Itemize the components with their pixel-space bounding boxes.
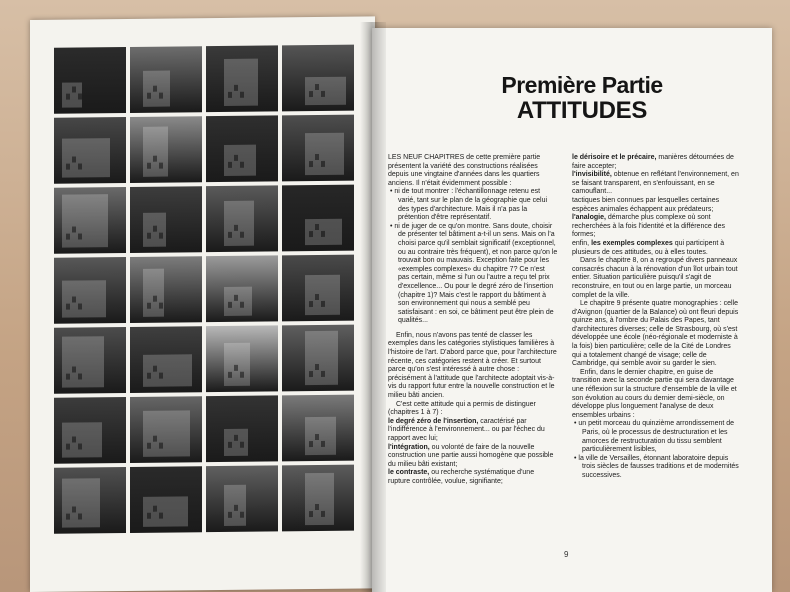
term: les exemples complexes [591, 239, 673, 247]
window-shape [159, 303, 163, 309]
window-shape [228, 512, 232, 518]
window-shape [78, 303, 82, 309]
window-shape [315, 294, 319, 300]
definition: démarche plus complexe où sont recherchées à la fois l'identité et la différence des formes; [572, 214, 725, 239]
page-number: 9 [564, 550, 569, 559]
building-photo [54, 187, 126, 254]
definition: manières détournées de faire accepter; [572, 154, 734, 170]
bullet-item: • un petit morceau du quinzième arrondissement de Paris, où le processus de destructuration et les amorces de restructuration du tissu semblent particulièrement lisibles, [574, 420, 735, 454]
definition: ou volonté de faire de la nouvelle construction une partie aussi homogène que possible du milieu bâti existant; [388, 443, 554, 468]
window-shape [78, 233, 82, 239]
window-shape [321, 511, 325, 517]
window-shape [147, 443, 151, 449]
building-photo [54, 47, 126, 114]
window-shape [66, 514, 70, 520]
paragraph: Enfin, nous n'avons pas tenté de classer les exemples dans les catégories stylistiques familières à l'histoire de l'art. D'abord parce que, pour l'architecture récente, ces catégories restent à créer. Et surtout parce qu'on s'est intéressé à autre chose : précisément à l'attitude que l'architecte adoptait vis-à-vis du rapport futur entre la nouvelle construction et le milieu bâti ancien. [388, 331, 557, 400]
building-shape [143, 127, 168, 177]
building-shape [62, 478, 100, 527]
window-shape [228, 372, 232, 378]
window-shape [78, 513, 82, 519]
window-shape [159, 513, 163, 519]
window-shape [321, 441, 325, 447]
building-photo [282, 395, 354, 462]
window-shape [159, 373, 163, 379]
window-shape [240, 442, 244, 448]
window-shape [147, 233, 151, 239]
window-shape [159, 443, 163, 449]
window-shape [321, 371, 325, 377]
list-item [572, 154, 742, 171]
window-shape [240, 162, 244, 168]
window-shape [72, 437, 76, 443]
definition: qui participent à plusieurs de ces attitudes, ou à elles toutes. [572, 239, 725, 256]
definition: obtenue en reflétant l'environnement, en se faisant transparent, en s'enfouissant, en se camouflant... [572, 171, 739, 196]
window-shape [153, 506, 157, 512]
term: le degré zéro de l'insertion, [388, 417, 479, 425]
window-shape [153, 436, 157, 442]
list-item [572, 240, 742, 257]
window-shape [240, 92, 244, 98]
bullet-item: • la ville de Versailles, étonnant laboratoire depuis trois siècles de fausses traditions et de modernités successives. [574, 454, 739, 479]
window-shape [240, 512, 244, 518]
window-shape [228, 162, 232, 168]
window-shape [72, 367, 76, 373]
window-shape [309, 91, 313, 97]
window-shape [147, 163, 151, 169]
term: l'intégration, [388, 443, 430, 451]
window-shape [321, 91, 325, 97]
window-shape [66, 304, 70, 310]
term: le dérisoire et le précaire, [572, 154, 657, 161]
list-item [388, 418, 558, 444]
building-photo [206, 45, 278, 112]
building-photo [130, 396, 202, 463]
window-shape [147, 373, 151, 379]
window-shape [66, 94, 70, 100]
window-shape [234, 295, 238, 301]
building-photo [282, 255, 354, 322]
window-shape [72, 227, 76, 233]
window-shape [78, 443, 82, 449]
window-shape [72, 507, 76, 513]
window-shape [240, 372, 244, 378]
window-shape [315, 154, 319, 160]
building-photo [130, 466, 202, 533]
window-shape [153, 156, 157, 162]
window-shape [234, 155, 238, 161]
window-shape [309, 231, 313, 237]
window-shape [309, 301, 313, 307]
building-shape [62, 280, 106, 317]
window-shape [309, 511, 313, 517]
building-photo [130, 46, 202, 113]
left-page [30, 16, 375, 592]
building-shape [143, 354, 192, 387]
term: le contraste, [388, 469, 430, 477]
building-photo [282, 185, 354, 252]
paragraph: C'est cette attitude qui a permis de distinguer (chapitres 1 à 7) : [388, 400, 536, 417]
window-shape [228, 302, 232, 308]
paragraph: Enfin, dans le dernier chapitre, en guise de transition avec la seconde partie qui sera davantage une réflexion sur la structure d'ensemble de la ville et son évolution au cours du dernier demi-siècle, on développe plus longuement l'analyse de deux ensembles urbains : [572, 368, 737, 419]
window-shape [159, 93, 163, 99]
prefix: enfin, [572, 239, 592, 247]
paragraph: LES NEUF CHAPITRES de cette première partie présentent la variété des constructions réalisées depuis une vingtaine d'années dans les quartiers anciens. Il n'était évidemment possible : [388, 154, 541, 187]
building-photo [54, 397, 126, 464]
window-shape [78, 163, 82, 169]
window-shape [159, 163, 163, 169]
right-page [372, 28, 772, 592]
list-item [572, 214, 742, 240]
building-shape [143, 410, 190, 456]
list-item [388, 444, 558, 470]
building-shape [224, 201, 254, 246]
building-shape [143, 496, 188, 526]
list-item [388, 469, 558, 486]
window-shape [309, 441, 313, 447]
window-shape [321, 161, 325, 167]
photo-grid [54, 45, 354, 534]
building-photo [206, 255, 278, 322]
building-shape [62, 336, 104, 387]
window-shape [234, 225, 238, 231]
building-shape [305, 275, 340, 315]
paragraph: Le chapitre 9 présente quatre monographies : celle d'Avignon (quartier de la Balance) où ont fleuri depuis quinze ans, à l'ombre du Palais des Papes, tant d'architectures diverses; celle de Strasbourg, où s'est développée une école (néo-régionale et moderniste à la fois) bien particulière; celle de la Cité de Londres qui a totalement changé de visage; celle de Cambridge, qui semble avoir su garder le sien. [572, 300, 739, 368]
window-shape [315, 84, 319, 90]
building-shape [62, 138, 110, 178]
bullet-item: • ni de tout montrer : l'échantillonnage retenu est varié, tant sur le plan de la géographie que celui des types d'architecture. Mais il n'a pas la prétention d'être représentatif. [390, 188, 548, 222]
building-shape [305, 133, 344, 175]
building-photo [54, 467, 126, 534]
building-shape [224, 145, 256, 176]
building-photo [130, 186, 202, 253]
window-shape [66, 444, 70, 450]
building-shape [62, 422, 102, 457]
window-shape [72, 87, 76, 93]
window-shape [234, 365, 238, 371]
building-photo [282, 465, 354, 532]
window-shape [66, 234, 70, 240]
window-shape [234, 435, 238, 441]
text-column-left [388, 154, 558, 487]
window-shape [315, 434, 319, 440]
window-shape [315, 224, 319, 230]
window-shape [153, 226, 157, 232]
building-shape [62, 194, 108, 247]
window-shape [228, 232, 232, 238]
window-shape [321, 231, 325, 237]
building-photo [282, 115, 354, 182]
term: l'analogie, [572, 214, 606, 222]
building-photo [282, 45, 354, 112]
window-shape [153, 366, 157, 372]
paragraph: Dans le chapitre 8, on a regroupé divers panneaux consacrés chacun à la rénovation d'un îlot urbain tout entier. Situation particulière puisqu'il s'agit de reconstruire, en tout ou en large partie, un morceau complet de la ville. [572, 257, 738, 299]
window-shape [66, 164, 70, 170]
window-shape [72, 157, 76, 163]
window-shape [72, 297, 76, 303]
building-photo [130, 116, 202, 183]
window-shape [240, 302, 244, 308]
text-column-right [572, 154, 742, 481]
window-shape [234, 85, 238, 91]
window-shape [240, 232, 244, 238]
building-shape [143, 269, 164, 317]
definition: caractérisé par l'indifférence à l'environnement... ou par l'échec du rapport avec lui; [388, 417, 545, 442]
building-photo [282, 325, 354, 392]
bullet-item: • ni de juger de ce qu'on montre. Sans doute, choisir de présenter tel bâtiment a-t-il un sens. Mais on l'a choisi parce qu'il semblait significatif (exceptionnel, ou au contraire très fréquent), et non parce qu'on le trouvait bon ou mauvais. Exception faite pour les «exemples complexes» du chapitre 7? Ce n'est pas certain, même si l'un ou l'autre a reçu tel prix d'excellence... Ou pour le degré zéro de l'insertion (chapitre 1)? Mais c'est le rapport du bâtiment à son environnement qui nous a semblé peu satisfaisant : en soi, ce bâtiment peut être plein de qualités... [390, 222, 558, 325]
building-photo [130, 256, 202, 323]
definition: ou recherche systématique d'une rupture contrôlée, voulue, signifiante; [388, 469, 535, 485]
title-line-2: ATTITUDES [516, 97, 648, 124]
building-photo [130, 326, 202, 393]
chapter-title [482, 72, 682, 124]
window-shape [309, 371, 313, 377]
window-shape [228, 442, 232, 448]
window-shape [315, 504, 319, 510]
window-shape [66, 374, 70, 380]
window-shape [159, 233, 163, 239]
window-shape [309, 161, 313, 167]
window-shape [153, 296, 157, 302]
term: l'invisibilité, [572, 171, 612, 179]
building-photo [206, 185, 278, 252]
building-shape [305, 417, 336, 455]
title-line-1: Première Partie [501, 72, 663, 98]
building-photo [206, 325, 278, 392]
building-photo [54, 257, 126, 324]
building-photo [206, 395, 278, 462]
window-shape [147, 303, 151, 309]
building-shape [305, 473, 334, 525]
window-shape [228, 92, 232, 98]
list-item [572, 171, 742, 197]
window-shape [78, 93, 82, 99]
building-photo [54, 117, 126, 184]
window-shape [321, 301, 325, 307]
building-photo [206, 115, 278, 182]
window-shape [153, 86, 157, 92]
building-shape [224, 59, 258, 106]
building-photo [206, 465, 278, 532]
window-shape [234, 505, 238, 511]
window-shape [315, 364, 319, 370]
window-shape [147, 93, 151, 99]
window-shape [78, 373, 82, 379]
building-photo [54, 327, 126, 394]
window-shape [147, 513, 151, 519]
list-item-continued: tactiques bien connues par lesquelles certaines espèces animales échappent aux prédateurs; [572, 196, 720, 213]
